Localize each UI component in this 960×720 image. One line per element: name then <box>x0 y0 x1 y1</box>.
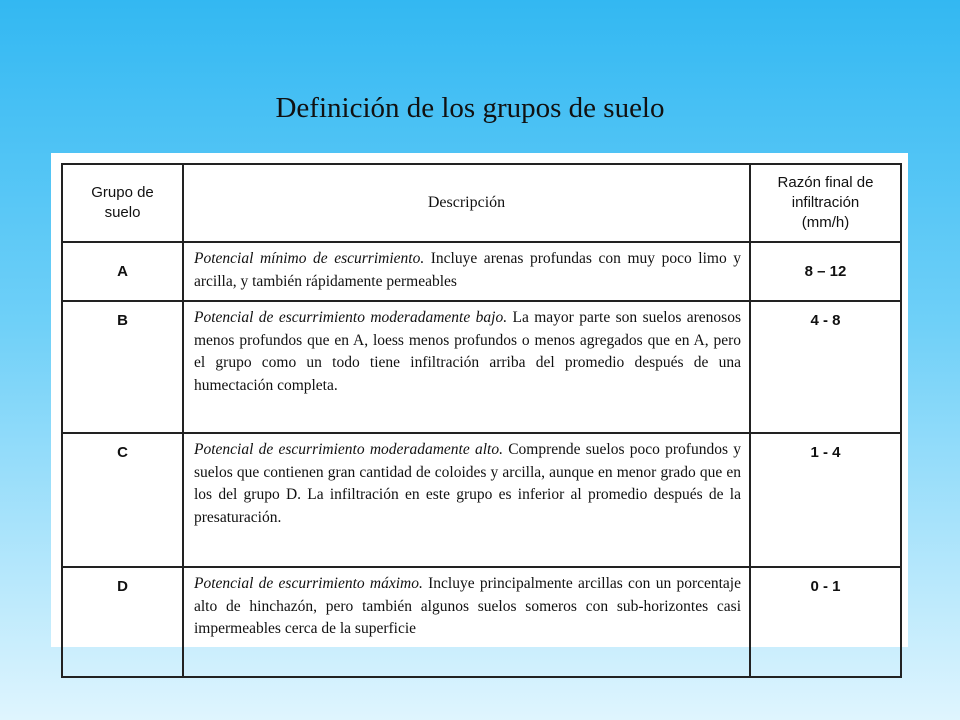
header-soil-group-line2: suelo <box>104 204 141 221</box>
row-description-cell <box>183 301 750 433</box>
slide-title: Definición de los grupos de suelo <box>275 92 665 124</box>
header-rate-line3: (mm/h) <box>801 214 850 231</box>
table-header-row <box>62 164 901 242</box>
row-description-italic: Potencial de escurrimiento moderadamente bajo. <box>194 309 508 326</box>
table-row-c <box>62 433 901 567</box>
row-rate-cell: 4 - 8 <box>750 301 901 433</box>
header-soil-group <box>62 164 183 242</box>
row-description-italic: Potencial mínimo de escurrimiento. <box>194 250 425 267</box>
row-description-cell <box>183 567 750 677</box>
row-description-italic: Potencial de escurrimiento moderadamente alto. <box>194 441 503 458</box>
row-rate-cell: 1 - 4 <box>750 433 901 567</box>
header-soil-group-line1: Grupo de <box>91 184 154 201</box>
table-row-b <box>62 301 901 433</box>
row-description-italic: Potencial de escurrimiento máximo. <box>194 575 423 592</box>
header-description: Descripción <box>183 164 750 242</box>
row-group-cell: C <box>62 433 183 567</box>
row-description-text: Comprende suelos poco profundos y suelos que contienen gran cantidad de coloides y arcilla, aunque en menor grado que en los del grupo D. La infiltración en este grupo es inferior al promedio después de la presaturación. <box>194 441 741 526</box>
header-rate-line1: Razón final de <box>777 174 874 191</box>
row-rate-cell: 8 – 12 <box>750 242 901 301</box>
table-row-d <box>62 567 901 677</box>
header-rate-line2: infiltración <box>791 194 860 211</box>
header-infiltration-rate <box>750 164 901 242</box>
soil-groups-table <box>61 163 902 678</box>
row-description-text: Incluye principalmente arcillas con un porcentaje alto de hinchazón, pero también algunos suelos someros con sub-horizontes casi impermeables cerca de la superficie <box>194 575 741 637</box>
row-group-cell: A <box>62 242 183 301</box>
row-rate-cell: 0 - 1 <box>750 567 901 677</box>
row-description-text: Incluye arenas profundas con muy poco limo y arcilla, y también rápidamente permeables <box>194 250 742 290</box>
table-row-a <box>62 242 901 301</box>
row-description-text: La mayor parte son suelos arenosos menos profundos que en A, loess menos profundos o menos agregados que en A, pero el grupo como un todo tiene infiltración arriba del promedio después de una humectación completa. <box>194 309 741 394</box>
row-description-cell <box>183 242 750 301</box>
row-description-cell <box>183 433 750 567</box>
table-panel <box>51 153 908 647</box>
row-group-cell: D <box>62 567 183 677</box>
row-group-cell: B <box>62 301 183 433</box>
